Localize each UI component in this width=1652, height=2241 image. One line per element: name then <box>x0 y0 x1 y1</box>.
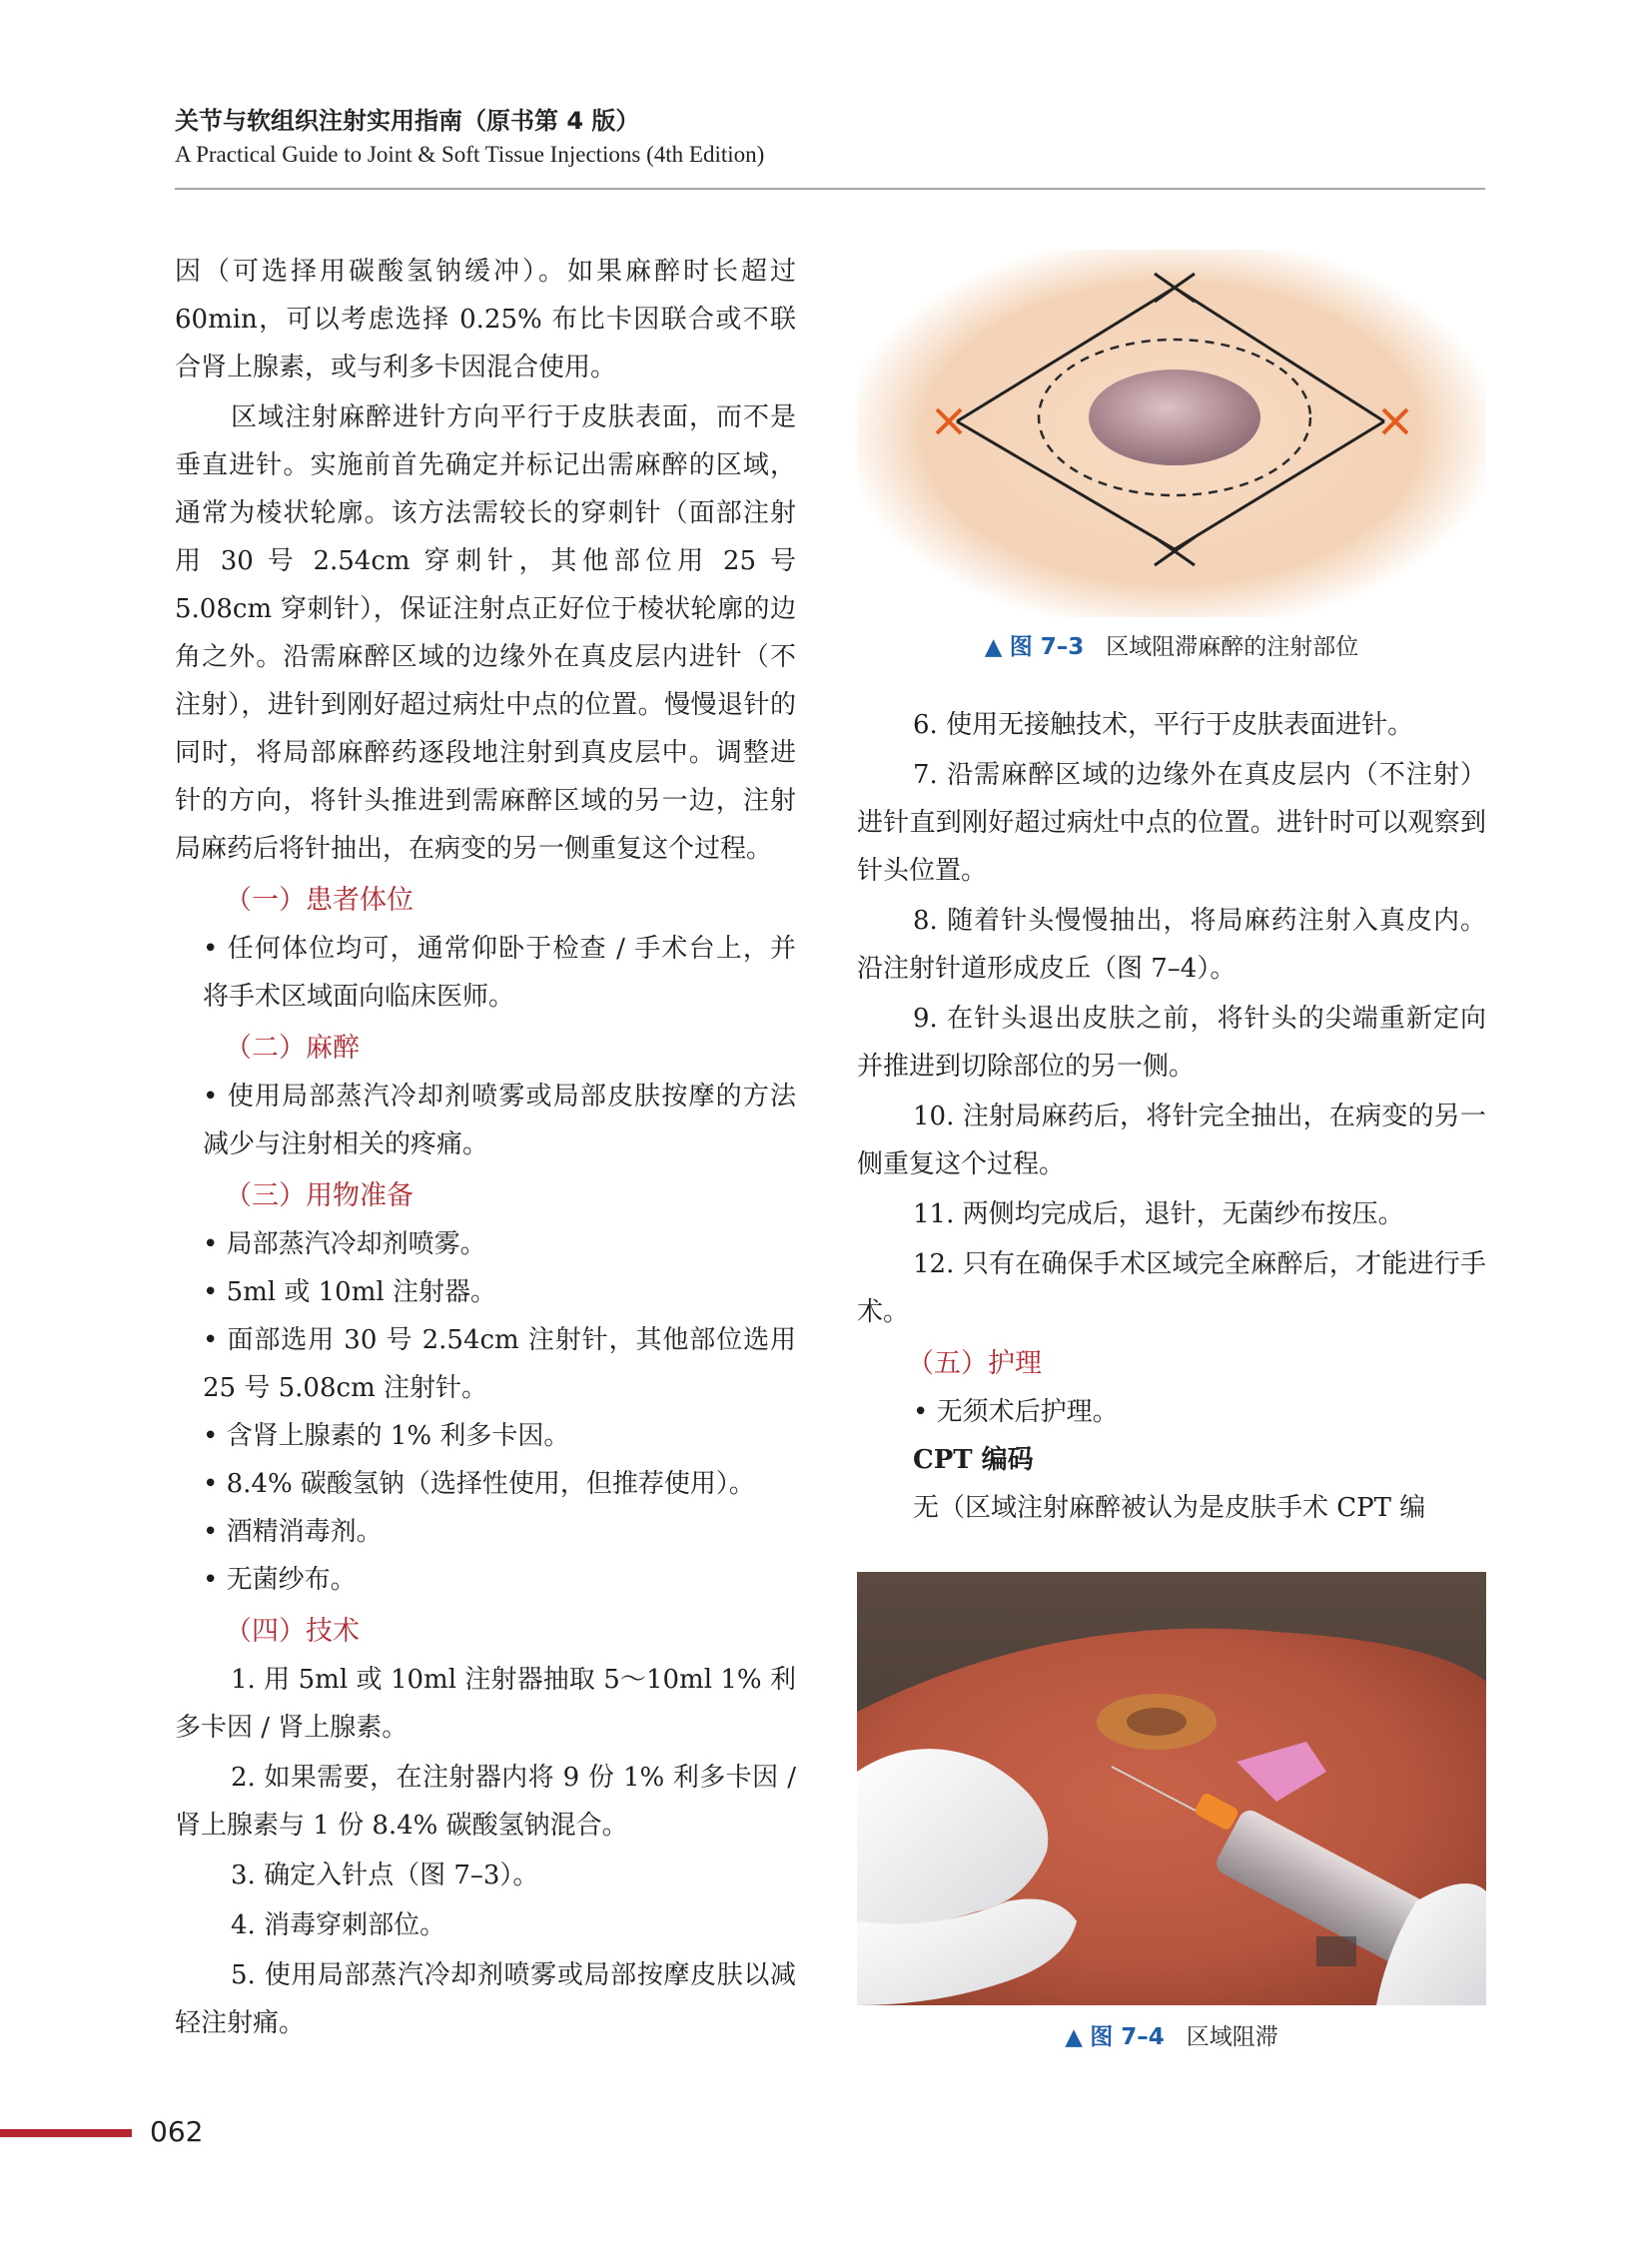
book-title-zh: 关节与软组织注射实用指南（原书第 4 版） <box>175 107 640 135</box>
list-item: • 使用局部蒸汽冷却剂喷雾或局部皮肤按摩的方法减少与注射相关的疼痛。 <box>203 1082 796 1159</box>
step-item: 1. 用 5ml 或 10ml 注射器抽取 5～10ml 1% 利多卡因 / 肾上腺素。 <box>175 1665 796 1743</box>
list-item: • 任何体位均可，通常仰卧于检查 / 手术台上，并将手术区域面向临床医师。 <box>203 934 796 1012</box>
header-divider <box>175 188 1485 190</box>
list-item: • 无须术后护理。 <box>913 1397 1119 1427</box>
paragraph: 区域注射麻醉进针方向平行于皮肤表面，而不是垂直进针。实施前首先确定并标记出需麻醉的区域，通常为棱状轮廓。该方法需较长的穿刺针（面部注射用 30 号 2.54cm 穿刺针，其他部位用 25 号 5.08cm 穿刺针），保证注射点正好位于棱状轮廓的边角之外。沿需麻醉区域的边缘外在真皮层内进针（不注射），进针到刚好超过病灶中点的位置。慢慢退针的同时，将局部麻醉药逐段地注射到真皮层中。调整进针的方向，将针头推进到需麻醉区域的另一边，注射局麻药后将针抽出，在病变的另一侧重复这个过程。 <box>175 402 796 864</box>
list-item: • 面部选用 30 号 2.54cm 注射针，其他部位选用 25 号 5.08cm 注射针。 <box>203 1325 796 1403</box>
book-title-en: A Practical Guide to Joint & Soft Tissue Injections (4th Edition) <box>175 142 765 167</box>
figure-7-4-caption <box>857 2021 1486 2053</box>
cpt-heading: CPT 编码 <box>913 1445 1034 1475</box>
step-item: 2. 如果需要，在注射器内将 9 份 1% 利多卡因 / 肾上腺素与 1 份 8.4% 碳酸氢钠混合。 <box>175 1763 796 1841</box>
figure-7-4-photo <box>857 1572 1486 2005</box>
figure-title: 区域阻滞 <box>1186 2024 1278 2050</box>
step-item: 8. 随着针头慢慢抽出，将局麻药注射入真皮内。沿注射针道形成皮丘（图 7–4）。 <box>857 906 1486 984</box>
cpt-text: 无（区域注射麻醉被认为是皮肤手术 CPT 编 <box>913 1493 1426 1523</box>
footer-accent-bar <box>0 2129 132 2137</box>
list-item: • 无菌纱布。 <box>203 1565 357 1595</box>
lesion <box>1089 370 1260 465</box>
section-heading-anesthesia: （二）麻醉 <box>225 1033 360 1064</box>
triangle-icon: ▲ <box>1065 2024 1083 2050</box>
right-column <box>857 701 1486 1534</box>
section-heading-supplies: （三）用物准备 <box>225 1180 413 1211</box>
page-number: 062 <box>150 2115 204 2148</box>
list-item: • 局部蒸汽冷却剂喷雾。 <box>203 1229 486 1259</box>
triangle-icon: ▲ <box>984 634 1003 660</box>
list-item: • 酒精消毒剂。 <box>203 1517 383 1547</box>
list-item: • 含肾上腺素的 1% 利多卡因。 <box>203 1421 570 1451</box>
step-item: 3. 确定入针点（图 7–3）。 <box>231 1861 539 1890</box>
step-item: 4. 消毒穿刺部位。 <box>231 1910 446 1940</box>
step-item: 12. 只有在确保手术区域完全麻醉后，才能进行手术。 <box>857 1249 1486 1327</box>
section-heading-position: （一）患者体位 <box>225 885 413 916</box>
running-header <box>175 104 1485 172</box>
injection-site-diagram <box>857 250 1486 617</box>
list-item: • 8.4% 碳酸氢钠（选择性使用，但推荐使用）。 <box>203 1469 755 1499</box>
step-item: 5. 使用局部蒸汽冷却剂喷雾或局部按摩皮肤以减轻注射痛。 <box>175 1960 796 2038</box>
step-item: 7. 沿需麻醉区域的边缘外在真皮层内（不注射）进针直到刚好超过病灶中点的位置。进针时可以观察到针头位置。 <box>857 760 1486 886</box>
figure-7-3-caption <box>857 631 1486 663</box>
step-item: 9. 在针头退出皮肤之前，将针头的尖端重新定向并推进到切除部位的另一侧。 <box>857 1004 1486 1082</box>
left-column <box>175 248 796 2049</box>
figure-label: 图 7–3 <box>1009 634 1085 660</box>
field-block-photo <box>857 1572 1486 2005</box>
paragraph: 因（可选择用碳酸氢钠缓冲）。如果麻醉时长超过 60min，可以考虑选择 0.25% 布比卡因联合或不联合肾上腺素，或与利多卡因混合使用。 <box>175 257 796 382</box>
step-item: 10. 注射局麻药后，将针完全抽出，在病变的另一侧重复这个过程。 <box>857 1102 1486 1179</box>
section-heading-care: （五）护理 <box>907 1348 1042 1379</box>
figure-label: 图 7–4 <box>1090 2024 1165 2050</box>
figure-7-3-diagram <box>857 250 1486 617</box>
step-item: 6. 使用无接触技术，平行于皮肤表面进针。 <box>913 710 1414 740</box>
step-item: 11. 两侧均完成后，退针，无菌纱布按压。 <box>913 1199 1404 1229</box>
figure-title: 区域阻滞麻醉的注射部位 <box>1106 634 1359 660</box>
list-item: • 5ml 或 10ml 注射器。 <box>203 1277 496 1307</box>
section-heading-technique: （四）技术 <box>225 1616 360 1647</box>
